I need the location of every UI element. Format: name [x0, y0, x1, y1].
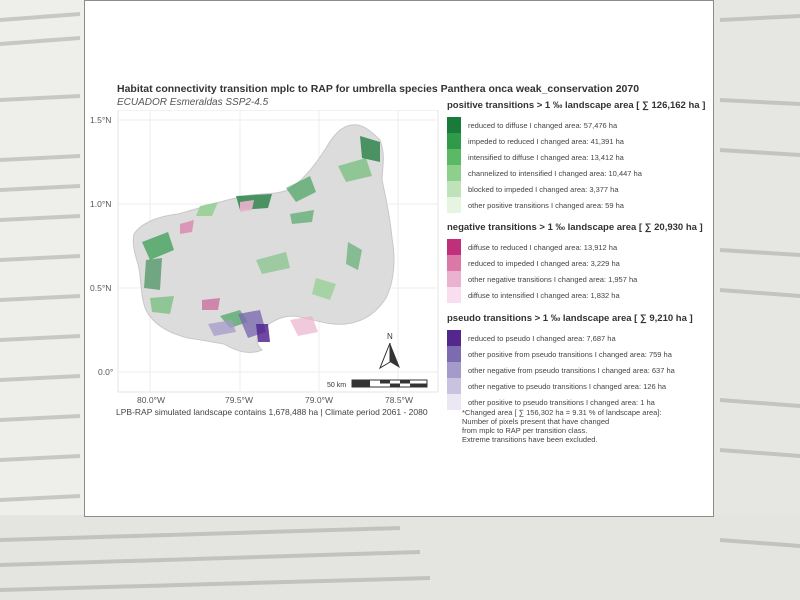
legend-label: reduced to pseudo I changed area: 7,687 ha: [468, 333, 616, 343]
legend-label: reduced to diffuse I changed area: 57,476 ha: [468, 120, 618, 130]
legend-swatch: [447, 239, 461, 255]
legend-swatch: [447, 394, 461, 410]
legend-swatch: [447, 378, 461, 394]
legend-positive-title: positive transitions > 1 ‰ landscape area [ ∑ 126,162 ha ]: [447, 100, 706, 111]
x-tick-label: 78.5°W: [385, 395, 413, 405]
legend-swatch: [447, 149, 461, 165]
legend-swatch: [447, 287, 461, 303]
legend-item: [447, 255, 703, 271]
north-label: N: [387, 332, 393, 341]
map-panel: [90, 110, 440, 405]
scale-bar-label: 50 km: [327, 382, 347, 389]
legend-swatch: [447, 330, 461, 346]
legend-positive: [447, 100, 705, 213]
legend-item: [447, 165, 705, 181]
legend-label: diffuse to reduced I changed area: 13,912 ha: [468, 242, 618, 252]
legend-label: other negative transitions I changed area: 1,957 ha: [468, 274, 638, 284]
legend-swatch: [447, 362, 461, 378]
legend-swatch: [447, 346, 461, 362]
legend-item: [447, 378, 693, 394]
map-caption: LPB-RAP simulated landscape contains 1,678,488 ha | Climate period 2061 - 2080: [116, 407, 428, 417]
legend-label: intensified to diffuse I changed area: 13,412 ha: [468, 152, 624, 162]
legend-item: [447, 287, 703, 303]
legend-negative: [447, 222, 703, 303]
legend-label: other positive to pseudo transitions I changed area: 1 ha: [468, 397, 655, 407]
legend-negative-title: negative transitions > 1 ‰ landscape area [ ∑ 20,930 ha ]: [447, 222, 703, 233]
legend-label: reduced to impeded I changed area: 3,229 ha: [468, 258, 620, 268]
legend-item: [447, 362, 693, 378]
note-line: Extreme transitions have been excluded.: [462, 435, 598, 444]
legend-item: [447, 271, 703, 287]
legend-label: impeded to reduced I changed area: 41,391 ha: [468, 136, 624, 146]
legend-pseudo-title: pseudo transitions > 1 ‰ landscape area [ ∑ 9,210 ha ]: [447, 313, 693, 324]
legend-label: other negative to pseudo transitions I changed area: 126 ha: [468, 381, 667, 391]
x-tick-label: 80.0°W: [137, 395, 165, 405]
legend-item: [447, 149, 705, 165]
legend-item: [447, 346, 693, 362]
y-tick-label: 1.0°N: [90, 199, 112, 209]
legend-label: other negative from pseudo transitions I changed area: 637 ha: [468, 365, 675, 375]
note-line: Number of pixels present that have changed: [462, 417, 610, 426]
y-tick-label: 0.0°: [98, 367, 114, 377]
legend-swatch: [447, 197, 461, 213]
y-tick-label: 0.5°N: [90, 283, 112, 293]
legend-swatch: [447, 255, 461, 271]
legend-swatch: [447, 133, 461, 149]
legend-label: other positive from pseudo transitions I changed area: 759 ha: [468, 349, 672, 359]
legend-label: other positive transitions I changed area: 59 ha: [468, 200, 624, 210]
legend-swatch: [447, 271, 461, 287]
legend-swatch: [447, 181, 461, 197]
legend-label: diffuse to intensified I changed area: 1,832 ha: [468, 290, 620, 300]
note-line: *Changed area [ ∑ 156,302 ha = 9.31 % of landscape area]:: [462, 408, 662, 417]
map-subtitle: ECUADOR Esmeraldas SSP2-4.5: [117, 97, 269, 108]
changed-area-note: [462, 408, 661, 444]
note-line: from mplc to RAP per transition class.: [462, 426, 588, 435]
legend-item: [447, 117, 705, 133]
legend-item: [447, 181, 705, 197]
legend-item: [447, 330, 693, 346]
legend-item: [447, 133, 705, 149]
map-title: Habitat connectivity transition mplc to RAP for umbrella species Panthera onca weak_conservation 2070: [117, 83, 640, 95]
y-tick-label: 1.5°N: [90, 115, 112, 125]
legend-swatch: [447, 165, 461, 181]
legend-swatch: [447, 117, 461, 133]
legend-item: [447, 239, 703, 255]
legend-item: [447, 197, 705, 213]
legend-pseudo: [447, 313, 693, 410]
legend-label: channelized to intensified I changed area: 10,447 ha: [468, 168, 642, 178]
x-tick-label: 79.0°W: [305, 395, 333, 405]
legend-label: blocked to impeded I changed area: 3,377 ha: [468, 184, 619, 194]
x-tick-label: 79.5°W: [225, 395, 253, 405]
